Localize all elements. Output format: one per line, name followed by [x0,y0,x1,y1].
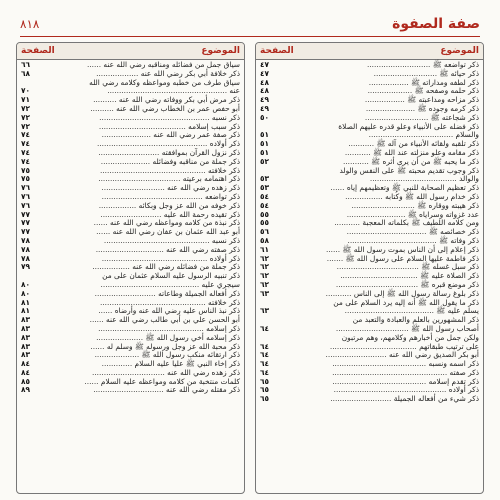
toc-entry-page: ٦٣ [260,288,270,298]
toc-entry-topic: ذكر تواضعه ﷺ ........................... [366,60,479,69]
toc-entry-page: ٧٤ [21,147,31,157]
toc-entry-topic: ذكر موضع قبره ﷺ ................................... [335,279,479,289]
toc-entry-page: ٧٤ [21,130,31,140]
column-header [256,43,483,60]
page-number: ٨١٨ [20,17,40,31]
toc-entry-topic: ذكر خلافة أبي بكر رضي الله عنه .................. [96,68,240,78]
toc-entry-topic: ذكر الصلاة عليه ﷺ ................................. [340,271,479,281]
toc-entry-topic: ذكر ما يحبه ﷺ من أن يرى أثره ﷺ ........... [342,156,479,166]
toc-entry [21,290,240,298]
toc-entry-topic: ذكر مرض أبي بكر ووفاته رضي الله عنه .......... [93,95,240,105]
toc-entry-page: ٧٦ [21,183,31,193]
toc-entry-page: ٥٥ [260,218,270,228]
toc-entry-topic: ذكر خوفه من الله عز وجل وبكائه ................ [98,200,240,210]
toc-entry [260,202,479,210]
toc-entry [21,386,240,394]
toc-entry-topic: ذكر مزاحه ومداعبته ﷺ ................. [364,95,479,105]
toc-entry [260,246,479,254]
toc-entry-page: ٦١ [260,244,270,254]
toc-entry-topic: ذكر تقيده رحمة الله عليه .......................... [100,209,240,219]
toc-entry-page: ٥٤ [260,200,270,210]
toc-entry-topic: سياق طرف من خطبه ومواعظه وكلامه رضي الله [89,77,240,87]
column-header-page: الصفحة [260,46,294,56]
toc-entry-page: ٧٨ [21,244,31,254]
toc-entry-page: ٤٧ [260,60,270,69]
toc-entry-topic: ذكر نسبه ............................................... [99,112,240,122]
toc-entry-topic: ذكر حلمه وصفحه ﷺ ................... [367,86,479,96]
toc-entry-topic: ذكر إسلامه ............................................. [98,323,240,333]
column-header-page: الصفحة [21,46,55,56]
toc-entry-topic: ذكر جملة من مناقبه وفضائله ..................... [100,156,240,166]
toc-entry-topic: عدد غزواته وسراياه ﷺ ......................... [346,209,479,219]
toc-entry-page: ٦٤ [260,367,270,377]
header-rule [20,36,480,37]
toc-entry-page: ٧١ [21,95,31,105]
toc-entry-topic: ذكر نسبه ............................................. [103,235,240,245]
toc-entry-page: ٨٤ [21,359,31,369]
toc-entry-page: ٧٥ [21,165,31,175]
toc-entry-page: ٥١ [260,147,270,157]
toc-entry-topic: ذكر تقدم إسلامه ........................................ [332,376,479,386]
toc-entry [21,334,240,342]
toc-entry-page: ٧٧ [21,209,31,219]
toc-entry-topic: ذكر محبة الله عز وجل ورسوله ﷺ وسلم له ...... [90,341,240,351]
toc-entry-page: ٤٩ [260,95,270,105]
toc-entry-page: ٨٩ [21,385,31,395]
toc-entry-topic: أبو الحسن علي بن أبي طالب رضي الله عنه ...... [89,315,240,325]
toc-entry-topic: ذكر بلوغ رسالة رسول الله ﷺ إلى الناس ........... [325,288,479,298]
toc-entry-topic: ذكر مقامه وعلو منزلته عند الله ﷺ ........... [344,147,479,157]
toc-entry-page: ٧٦ [21,191,31,201]
toc-entry-topic: ذكر المشهورين بالعلم والعبادة والتعبد من [352,315,479,325]
toc-entry-topic: ذكر شيء من أفعاله الجميلة .......................... [330,394,479,404]
toc-entry-page: ٦٤ [260,350,270,360]
toc-entry-topic: ذكر نزول القرآن بموافقته .......................... [98,147,240,157]
toc-entry-topic: ذكر فضله على الأنبياء وعلو قدره عليهم الصلاة [338,121,479,131]
toc-entry-page: ٦٢ [260,279,270,289]
toc-entry-topic: ذكر إسلامه أخي رسول الله ﷺ .................... [96,332,240,342]
toc-entry-topic: ذكر زهده رضي الله عنه ........................... [101,183,240,193]
toc-entry-page: ٧٥ [21,174,31,184]
toc-entry-page: ٥١ [260,139,270,149]
toc-entry-page: ٥٤ [260,191,270,201]
toc-entry-page: ٦٤ [260,341,270,351]
toc-entry-page: ٥٣ [260,183,270,193]
toc-entry-topic: على ترتيب طبقاتهم ..................................... [329,341,479,351]
toc-entry-topic: ذكر تلقبه ولقائه الأنبياء من آله ﷺ ........... [348,139,479,149]
toc-entry-page: ٧٩ [21,262,31,272]
toc-entry-topic: ذكر أولاده ............................................... [96,139,240,149]
toc-entry-topic: سيجري عليه .......................................... [100,279,240,289]
toc-entry [260,70,479,78]
toc-entry-topic: ذكر ما يقول الله ﷺ أنه إليه يرد السلام على من [333,297,479,307]
toc-entry-page: ٧٢ [21,121,31,131]
toc-entry-page: ٧٠ [21,86,31,96]
toc-entry-page: ٧٤ [21,139,31,149]
toc-entry-topic: ذكر خصائصه ﷺ .................................. [346,227,479,237]
toc-entry-page: ٧٧ [21,227,31,237]
toc-entry-page: ٥٦ [260,227,270,237]
toc-entry-page: ٦٤ [260,359,270,369]
toc-entry-page: ٨٣ [21,323,31,333]
toc-entry [21,202,240,210]
toc-entry-topic: ذكر خدام رسول الله ﷺ وكُتابه ................ [345,191,479,201]
toc-entry-page: ٦٢ [260,271,270,281]
toc-entry-topic: ذكر لطفه ومداراته ﷺ ................. [368,77,479,87]
toc-entry [260,114,479,122]
toc-entry [260,290,479,298]
toc-entry [260,395,479,403]
toc-entry-topic: ذكر تواضعه ........................................... [101,191,240,201]
toc-entry-topic: ولكن جمل من أخبارهم وكلامهم، وهم مرتبون [341,332,479,342]
column-header-topic: الموضوع [201,46,240,56]
toc-entry-page: ٨٠ [21,279,31,289]
toc-entry-page: ٥٥ [260,209,270,219]
toc-entry-page: ٨٣ [21,341,31,351]
toc-entry [21,70,240,78]
toc-entry-topic: ذكر صفته رضي الله عنه ............................. [95,244,240,254]
toc-entry-topic: ذكر اهتمامه برعيته ................................... [98,174,240,184]
running-title: صفة الصفوة [392,16,480,32]
toc-entry-topic: ومن كلامه اللطيف ﷺ بكلماته المعجبة ........... [334,218,479,228]
toc-entry-page: ٧٨ [21,253,31,263]
toc-entry-topic: ذكر كرمه وجوده ﷺ ..................... [365,103,479,113]
toc-entry-topic: ذكر نبذ الناس عليه رضي الله عنه وأرضاه ...... [98,306,240,316]
toc-entry-topic: ذكر صفة عمر رضي الله عنه ..................... [101,130,240,140]
toc-entry-page: ٨١ [21,297,31,307]
toc-entry-page: ٨٣ [21,350,31,360]
toc-entry-page: ٦٥ [260,376,270,386]
toc-entry-page: ٦٣ [260,306,270,316]
toc-entry-topic: ذكر نبذة من كلامه ومواعظه رضي الله عنه ...... [93,218,240,228]
toc-entry [21,114,240,122]
toc-entry-topic: ذكر صفته ................................................. [332,367,479,377]
toc-entry-topic: ذكر أولاده ................................................ [333,385,479,395]
toc-entry-page: ٧٨ [21,235,31,245]
toc-entry-topic: والوالد ..................................... [369,174,479,184]
toc-entry-page: ٨١ [21,306,31,316]
toc-entry-topic: ذكر هيبته ووقاره ﷺ ........................... [351,200,479,210]
toc-entry-page: ٧٤ [21,156,31,166]
toc-entry [260,334,479,342]
toc-entry-topic: ذكر أولاده ............................................. [101,253,240,263]
toc-entry-topic: ذكر وفاته ﷺ ...................................... [347,235,479,245]
toc-entry-page: ٦٢ [260,262,270,272]
toc-entry [260,158,479,166]
toc-entry-page: ٥٨ [260,235,270,245]
toc-entry-topic: عنه ................................................... [107,86,240,96]
toc-entry-topic: ذكر ارتقائه منكب رسول الله ﷺ ................... [94,350,240,360]
toc-entry-topic: ذكر إعلام إلى أن الناس بموت رسول الله ﷺ ...... [325,244,479,254]
toc-entry-topic: أبو حفص عمر بن الخطاب رضي الله عنه .......... [90,103,240,113]
toc-entry-topic: ذكر زهده رضي الله عنه ............................... [91,367,240,377]
toc-entry-topic: أبو عبد الله عثمان بن عفان رضي الله عنه ...... [96,227,240,237]
toc-entry-topic: ذكر خلافته ............................................. [99,297,240,307]
toc-entry-topic: ذكر مقتله رضي الله عنه .............................. [93,385,240,395]
toc-entry-page: ٧٦ [21,200,31,210]
toc-entry-page: ٥٠ [260,112,270,122]
toc-entry-page: ٨٠ [21,288,31,298]
column-header [17,43,244,60]
toc-entry-page: ٦٢ [260,253,270,263]
toc-entry [21,158,240,166]
toc-entry-page: ٨٣ [21,332,31,342]
toc-entry-topic: والسلام .................................... [368,130,479,140]
toc-columns [16,42,484,494]
toc-entry-topic: ذكر جملة من فضائله رضي الله عنه ................ [92,262,240,272]
toc-entry-topic: ذكر فاطمة عليها السلام على رسول الله ﷺ ....... [326,253,479,263]
toc-entry-page: ٤٨ [260,86,270,96]
toc-entry-topic: أصحاب رسول الله ﷺ ............................... [335,323,479,333]
toc-entry-topic: ذكر خلافته ............................................. [99,165,240,175]
toc-entry-page: ٦٥ [260,394,270,404]
toc-entry-page: ٤٧ [260,68,270,78]
toc-entry-page: ٥٢ [260,156,270,166]
column-header-topic: الموضوع [440,46,479,56]
toc-entry-topic: ذكر سبل غسله ﷺ ................................... [336,262,479,272]
toc-entry-topic: ذكر اسمه ونسبه ........................................ [332,359,479,369]
toc-rows-left [17,60,244,395]
toc-entry-topic: ذكر حيائه ﷺ ........................... [373,68,479,78]
toc-entry-topic: أبو بكر الصديق رضي الله عنه .......................... [325,350,479,360]
toc-entry-page: ٨٤ [21,367,31,377]
page-header [20,14,480,34]
toc-entry [21,246,240,254]
toc-entry-page: ٧٢ [21,112,31,122]
toc-entry-topic: كلمات منتخبة من كلامه ومواعظه عليه السلام ...... [84,376,240,386]
toc-entry-topic: ذكر سبب إسلامه ..................................... [98,121,240,131]
toc-entry-page: ٧٢ [21,103,31,113]
toc-column-left [16,42,245,494]
toc-entry-page: ٦٨ [21,68,31,78]
toc-entry-page: ٦٥ [260,385,270,395]
toc-entry-topic: يسلم عليه ﷺ ...................................... [344,306,479,316]
toc-entry-page: ٦٤ [260,323,270,333]
toc-entry-page: ٦٦ [21,60,31,69]
toc-entry-topic: ذكر تنبيه الرسول عليه السلام عثمان على من [102,271,240,281]
toc-entry-page: ٥٣ [260,174,270,184]
toc-entry-page: ٨٥ [21,376,31,386]
toc-entry-page: ٧٧ [21,218,31,228]
toc-entry-topic: ذكر أفعاله الجميلة وطاعاته .......................... [94,288,240,298]
toc-entry-topic: ذكر إخاء النبي ﷺ عليا عليه السلام ............. [101,359,240,369]
toc-entry-page: ٨٣ [21,315,31,325]
toc-entry-topic: ذكر شجاعته ﷺ ........................... [364,112,479,122]
toc-rows-right [256,60,483,404]
toc-entry-page: ٤٨ [260,77,270,87]
toc-column-right [255,42,484,494]
toc-entry-topic: ذكر وجوب تقديم محبته ﷺ على النفس والولد [339,165,479,175]
toc-entry-page: ٤٩ [260,103,270,113]
toc-entry-topic: ذكر تعظيم الصحابة للنبي ﷺ وتعظيمهم إياه ...... [330,183,479,193]
toc-entry-topic: سياق جمل من فضائله ومناقبه رضي الله عنه ...... [86,60,240,69]
toc-entry-page: ٥١ [260,130,270,140]
